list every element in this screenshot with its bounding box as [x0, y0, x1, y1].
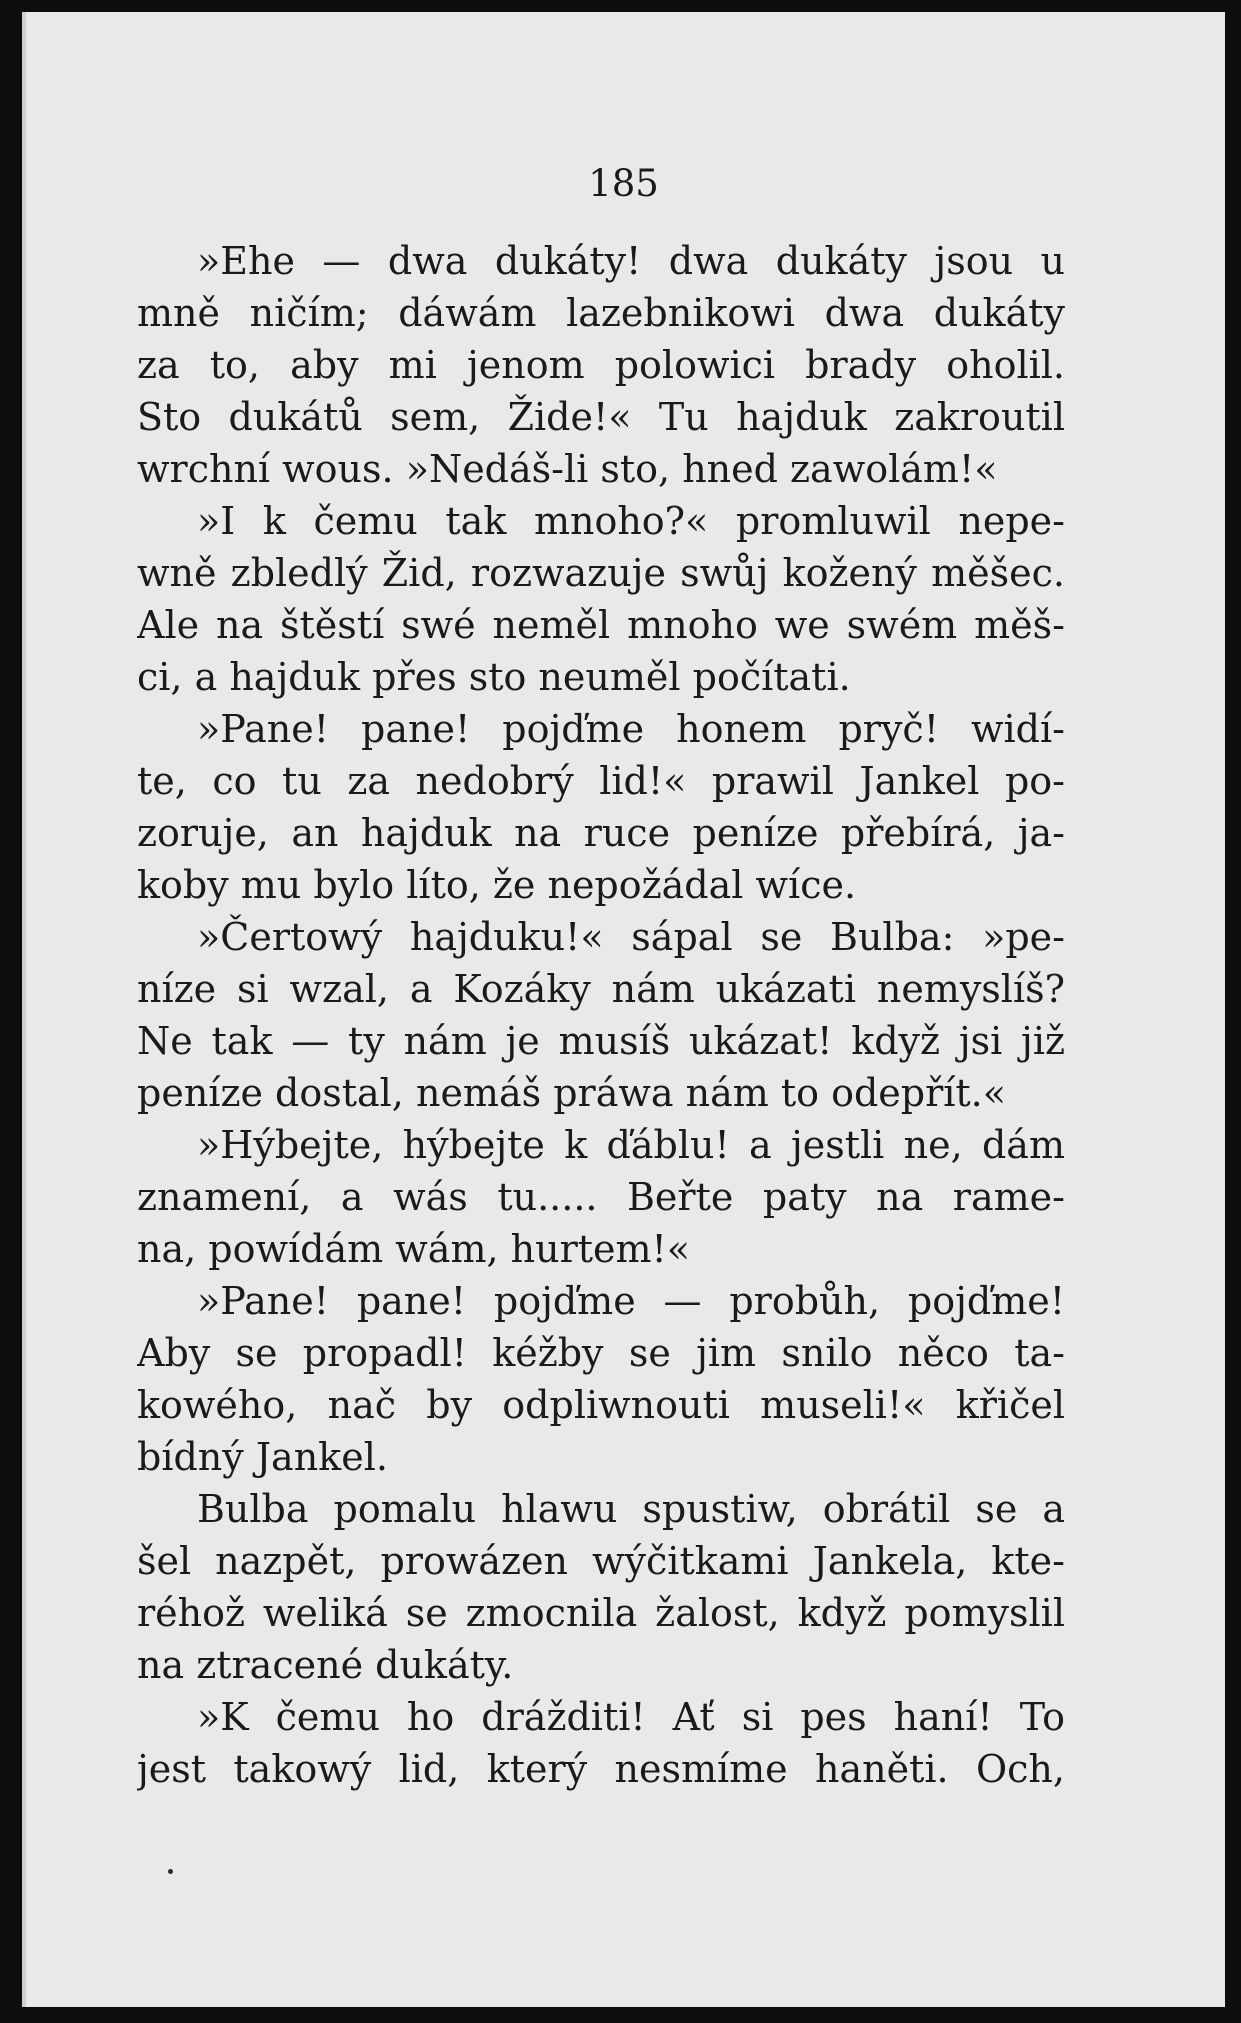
- text-line: znamení, a wás tu..... Beřte paty na rame-: [137, 1175, 1065, 1219]
- text-line: »K čemu ho drážditi! Ať si pes haní! To: [197, 1695, 1065, 1739]
- text-line: kowého, nač by odpliwnouti museli!« křičel: [137, 1383, 1065, 1427]
- text-line: jest takowý lid, který nesmíme haněti. Och,: [137, 1747, 1065, 1791]
- text-line: níze si wzal, a Kozáky nám ukázati nemyslíš?: [137, 967, 1065, 1011]
- page-number: 185: [588, 162, 659, 205]
- text-line: Ale na štěstí swé neměl mnoho we swém měš-: [137, 603, 1065, 647]
- book-page: [22, 12, 1225, 2007]
- text-line: »I k čemu tak mnoho?« promluwil nepe-: [197, 499, 1065, 543]
- text-line: na ztracené dukáty.: [137, 1643, 514, 1687]
- text-line: »Čertowý hajduku!« sápal se Bulba: »pe-: [197, 915, 1065, 959]
- text-line: ci, a hajduk přes sto neuměl počítati.: [137, 655, 851, 699]
- text-line: wně zbledlý Žid, rozwazuje swůj kožený měšec.: [137, 551, 1065, 595]
- body-text: [137, 235, 1065, 1795]
- ink-speck: [168, 1869, 173, 1874]
- text-line: »Pane! pane! pojďme — probůh, pojďme!: [197, 1279, 1065, 1323]
- text-line: wrchní wous. »Nedáš-li sto, hned zawolám!«: [137, 447, 998, 491]
- text-line: Ne tak — ty nám je musíš ukázat! když jsi již: [137, 1019, 1065, 1063]
- text-line: Aby se propadl! kéžby se jim snilo něco ta-: [137, 1331, 1065, 1375]
- text-line: Sto dukátů sem, Žide!« Tu hajduk zakroutil: [137, 395, 1065, 439]
- text-line: réhož weliká se zmocnila žalost, když pomyslil: [137, 1591, 1065, 1635]
- text-line: za to, aby mi jenom polowici brady oholil.: [137, 343, 1065, 387]
- text-line: zoruje, an hajduk na ruce peníze přebírá, ja-: [137, 811, 1065, 855]
- text-line: mně ničím; dáwám lazebnikowi dwa dukáty: [137, 291, 1065, 335]
- text-line: koby mu bylo líto, že nepožádal wíce.: [137, 863, 857, 907]
- text-line: Bulba pomalu hlawu spustiw, obrátil se a: [197, 1487, 1065, 1531]
- text-line: te, co tu za nedobrý lid!« prawil Jankel po-: [137, 759, 1065, 803]
- text-line: na, powídám wám, hurtem!«: [137, 1227, 691, 1271]
- text-line: »Hýbejte, hýbejte k ďáblu! a jestli ne, dám: [197, 1123, 1065, 1167]
- text-line: »Pane! pane! pojďme honem pryč! widí-: [197, 707, 1065, 751]
- page-edge-rule: [22, 12, 26, 2007]
- text-line: šel nazpět, prowázen wýčitkami Jankela, kte-: [137, 1539, 1065, 1583]
- text-line: peníze dostal, nemáš práwa nám to odepřít.«: [137, 1071, 1007, 1115]
- text-line: »Ehe — dwa dukáty! dwa dukáty jsou u: [197, 239, 1065, 283]
- text-line: bídný Jankel.: [137, 1435, 388, 1479]
